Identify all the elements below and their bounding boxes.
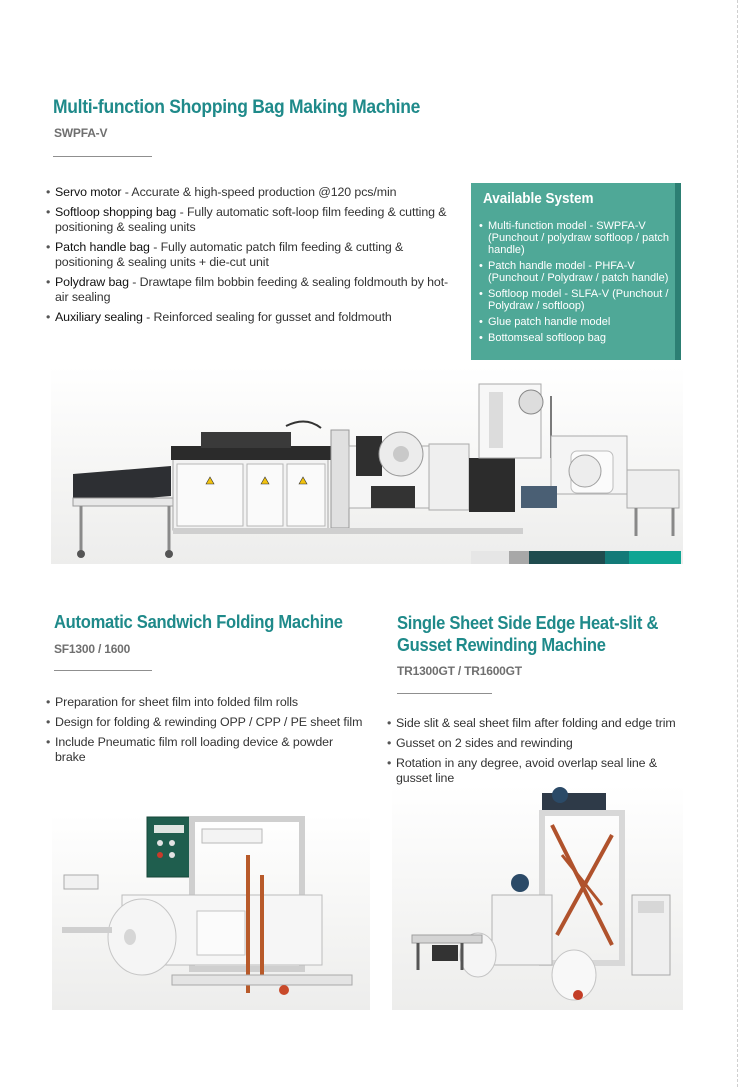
section3-title-line1: Single Sheet Side Edge Heat-slit & [397, 613, 659, 633]
section1-title: Multi-function Shopping Bag Making Machine [53, 97, 421, 118]
section3-model: TR1300GT / TR1600GT [397, 664, 522, 678]
feature-item: • Patch handle bag - Fully automatic patch film feeding & cutting & positioning & sealing units + die-cut unit [46, 240, 451, 270]
available-system-list [479, 220, 675, 348]
section2-rule [54, 670, 152, 671]
feature-item: • Design for folding & rewinding OPP / CPP / PE sheet film [46, 715, 366, 730]
section2-feature-list [46, 695, 366, 770]
available-system-box [471, 183, 681, 360]
available-system-item: • Softloop model - SLFA-V (Punchout / Polydraw / softloop) [479, 288, 675, 312]
available-system-item: • Glue patch handle model [479, 316, 675, 328]
feature-item: • Rotation in any degree, avoid overlap seal line & gusset line [387, 756, 687, 786]
section1-feature-list [46, 185, 451, 330]
available-system-item: • Bottomseal softloop bag [479, 332, 675, 344]
rewinding-machine-photo [392, 785, 683, 1010]
feature-item: • Auxiliary sealing - Reinforced sealing for gusset and foldmouth [46, 310, 451, 325]
color-strip-segment [471, 551, 509, 564]
available-system-item: • Patch handle model - PHFA-V (Punchout / Polydraw / patch handle) [479, 260, 675, 284]
feature-item: • Softloop shopping bag - Fully automatic soft-loop film feeding & cutting & positioning & sealing units [46, 205, 451, 235]
section3-title [397, 612, 658, 656]
available-system-item: • Multi-function model - SWPFA-V (Punchout / polydraw softloop / patch handle) [479, 220, 675, 256]
page-edge-divider [737, 0, 738, 1087]
feature-item: • Gusset on 2 sides and rewinding [387, 736, 687, 751]
bag-making-machine-photo [51, 366, 683, 564]
available-system-title: Available System [483, 190, 594, 207]
feature-item: • Polydraw bag - Drawtape film bobbin feeding & sealing foldmouth by hot-air sealing [46, 275, 451, 305]
section2-model: SF1300 / 1600 [54, 642, 131, 656]
section3-rule [397, 693, 492, 694]
folding-machine-photo [52, 815, 370, 1010]
color-strip-segment [605, 551, 629, 564]
section1-rule [53, 156, 152, 157]
feature-item: • Include Pneumatic film roll loading device & powder brake [46, 735, 366, 765]
section3-feature-list [387, 716, 687, 791]
feature-item: • Side slit & seal sheet film after folding and edge trim [387, 716, 687, 731]
feature-item: • Preparation for sheet film into folded film rolls [46, 695, 366, 710]
section2-title: Automatic Sandwich Folding Machine [54, 612, 343, 632]
color-strip-segment [629, 551, 681, 564]
color-strip-segment [529, 551, 605, 564]
feature-item: • Servo motor - Accurate & high-speed production @120 pcs/min [46, 185, 451, 200]
section1-model: SWPFA-V [54, 126, 108, 140]
color-strip-segment [509, 551, 529, 564]
section3-title-line2: Gusset Rewinding Machine [397, 635, 606, 655]
